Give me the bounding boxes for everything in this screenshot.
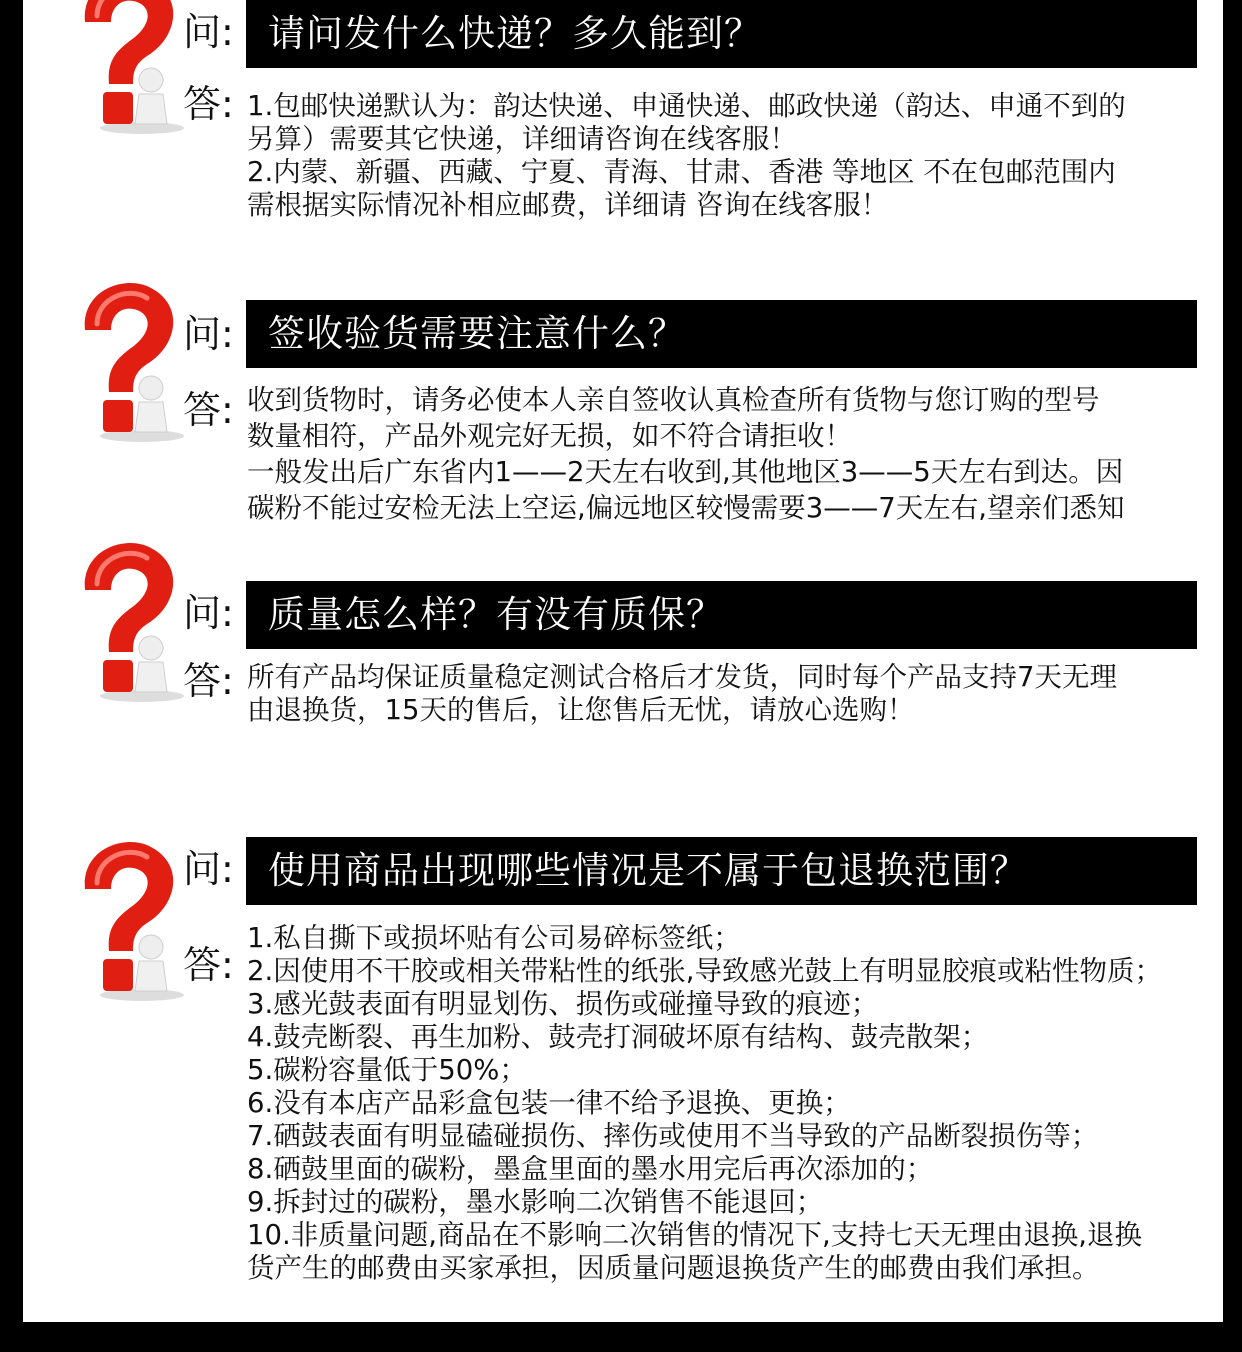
question-title: 请问发什么快递？多久能到？ (246, 0, 1197, 68)
answer-label: 答: (183, 659, 234, 703)
question-mark-person-icon (67, 268, 187, 443)
answer-text: 1.包邮快递默认为：韵达快递、申通快递、邮政快递（韵达、申通不到的 另算）需要其它快递，详细请咨询在线客服！ 2.内蒙、新疆、西藏、宁夏、青海、甘肃、香港 等地区 不在包邮范围内 需根据实际情况补相应邮费，详细请 咨询在线客服！ (247, 90, 1126, 221)
question-mark-person-icon (67, 528, 187, 703)
answer-label: 答: (183, 82, 234, 126)
question-label: 问: (183, 847, 234, 891)
question-title: 使用商品出现哪些情况是不属于包退换范围？ (246, 837, 1197, 905)
question-title: 质量怎么样？有没有质保？ (246, 581, 1197, 649)
question-label: 问: (183, 591, 234, 635)
answer-text: 收到货物时，请务必使本人亲自签收认真检查所有货物与您订购的型号 数量相符，产品外观完好无损，如不符合请拒收！ 一般发出后广东省内1——2天左右收到,其他地区3——5天左右到达。因 碳粉不能过安检无法上空运,偏远地区较慢需要3——7天左右,望亲们悉知 (247, 384, 1125, 524)
question-label: 问: (183, 312, 234, 356)
answer-label: 答: (183, 388, 234, 432)
question-title: 签收验货需要注意什么？ (246, 300, 1197, 368)
answer-label: 答: (183, 943, 234, 987)
question-mark-person-icon (67, 827, 187, 1002)
answer-text: 所有产品均保证质量稳定测试合格后才发货，同时每个产品支持7天无理 由退换货，15天的售后，让您售后无忧，请放心选购！ (247, 661, 1117, 726)
question-label: 问: (183, 10, 234, 54)
faq-card (23, 0, 1223, 1322)
question-mark-person-icon (67, 0, 187, 135)
answer-text: 1.私自撕下或损坏贴有公司易碎标签纸； 2.因使用不干胶或相关带粘性的纸张,导致感光鼓上有明显胶痕或粘性物质； 3.感光鼓表面有明显划伤、损伤或碰撞导致的痕迹； 4.鼓壳断裂、再生加粉、鼓壳打洞破坏原有结构、鼓壳散架； 5.碳粉容量低于50%； 6.没有本店产品彩盒包装一律不给予退换、更换； 7.硒鼓表面有明显磕碰损伤、摔伤或使用不当导致的产品断裂损伤等； 8.硒鼓里面的碳粉，墨盒里面的墨水用完后再次添加的； 9.拆封过的碳粉，墨水影响二次销售不能退回； 10.非质量问题,商品在不影响二次销售的情况下,支持七天无理由退换,退换 货产生的邮费由买家承担，因质量问题退换货产生的邮费由我们承担。 (247, 922, 1162, 1284)
